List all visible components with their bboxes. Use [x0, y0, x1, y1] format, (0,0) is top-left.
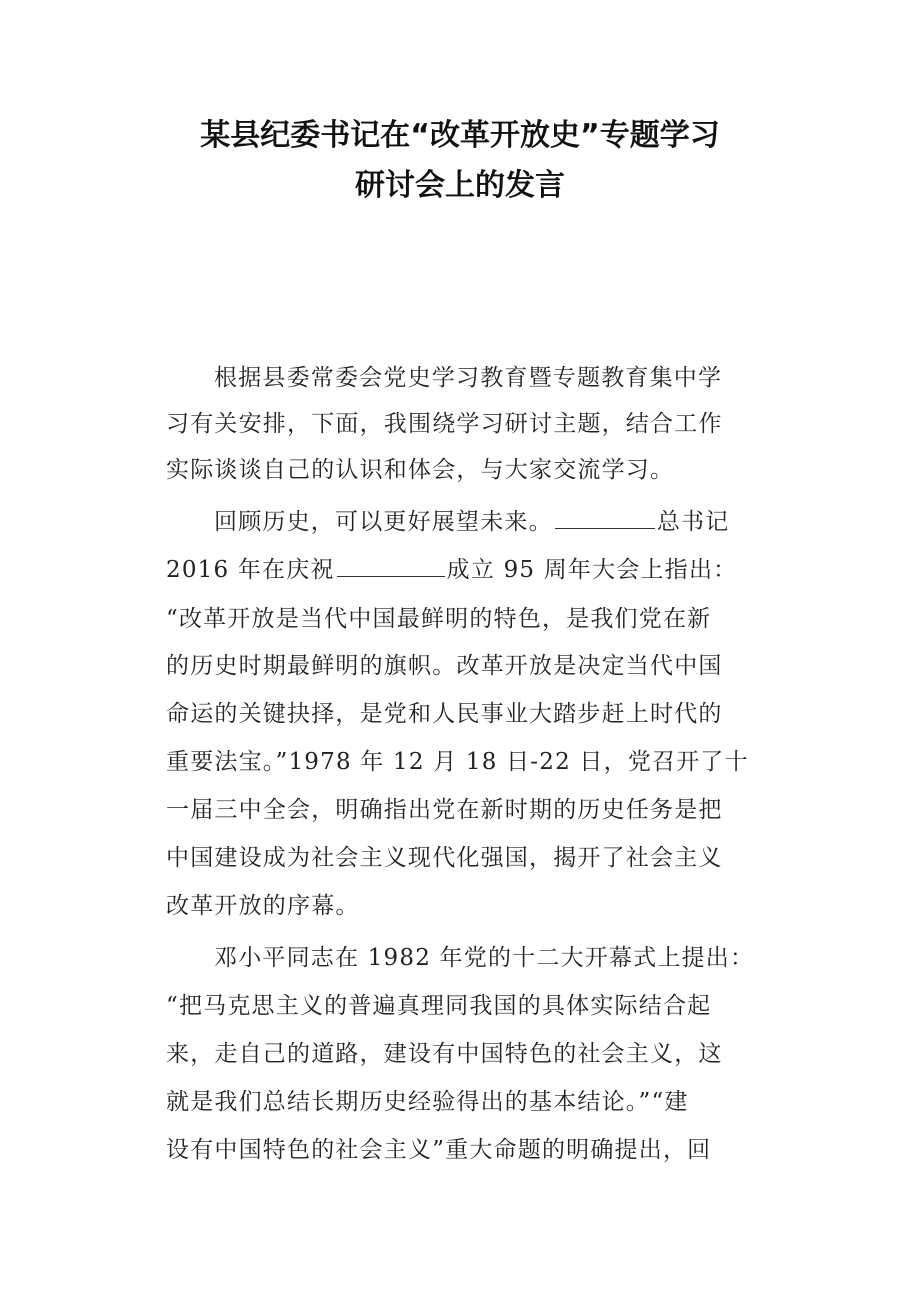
paragraph-1-line-3: 实际谈谈自己的认识和体会，与大家交流学习。 [166, 457, 675, 483]
paragraph-2-line-1 [214, 504, 804, 540]
paragraph-2-text-c: 2016 年在庆祝 [166, 557, 335, 583]
paragraph-3-line-4: 就是我们总结长期历史经验得出的基本结论。”“建 [166, 1089, 689, 1115]
blank-underline-2 [337, 554, 445, 577]
paragraph-2-line-2 [166, 552, 756, 588]
paragraph-3-line-3: 来，走自己的道路，建设有中国特色的社会主义，这 [166, 1041, 723, 1067]
paragraph-2-line-8: 中国建设成为社会主义现代化强国，揭开了社会主义 [166, 845, 723, 871]
paragraph-2-line-7: 一届三中全会，明确指出党在新时期的历史任务是把 [166, 797, 723, 823]
paragraph-2-line-6: 重要法宝。”1978 年 12 月 18 日-22 日，党召开了十 [166, 749, 749, 775]
paragraph-3-line-5: 设有中国特色的社会主义”重大命题的明确提出，回 [166, 1137, 712, 1163]
paragraph-3-line-1: 邓小平同志在 1982 年党的十二大开幕式上提出： [214, 945, 755, 971]
paragraph-2-line-9: 改革开放的序幕。 [166, 893, 360, 919]
paragraph-2-line-4: 的历史时期最鲜明的旗帜。改革开放是决定当代中国 [166, 653, 723, 679]
paragraph-2-line-5: 命运的关键抉择，是党和人民事业大踏步赶上时代的 [166, 701, 723, 727]
title-line-1: 某县纪委书记在“改革开放史”专题学习 [200, 118, 720, 153]
paragraph-2-text-a: 回顾历史，可以更好展望未来。 [214, 509, 553, 535]
paragraph-3-line-2: “把马克思主义的普遍真理同我国的具体实际结合起 [166, 993, 712, 1019]
paragraph-1-line-2: 习有关安排，下面，我围绕学习研讨主题，结合工作 [166, 411, 723, 437]
title-line-2: 研讨会上的发言 [355, 168, 565, 203]
paragraph-1-line-1: 根据县委常委会党史学习教育暨专题教育集中学 [214, 365, 723, 391]
paragraph-2-text-b: 总书记 [656, 509, 730, 535]
blank-underline-1 [555, 506, 655, 529]
paragraph-2-line-3: “改革开放是当代中国最鲜明的特色，是我们党在新 [166, 606, 712, 632]
paragraph-2-text-d: 成立 95 周年大会上指出： [446, 557, 738, 583]
